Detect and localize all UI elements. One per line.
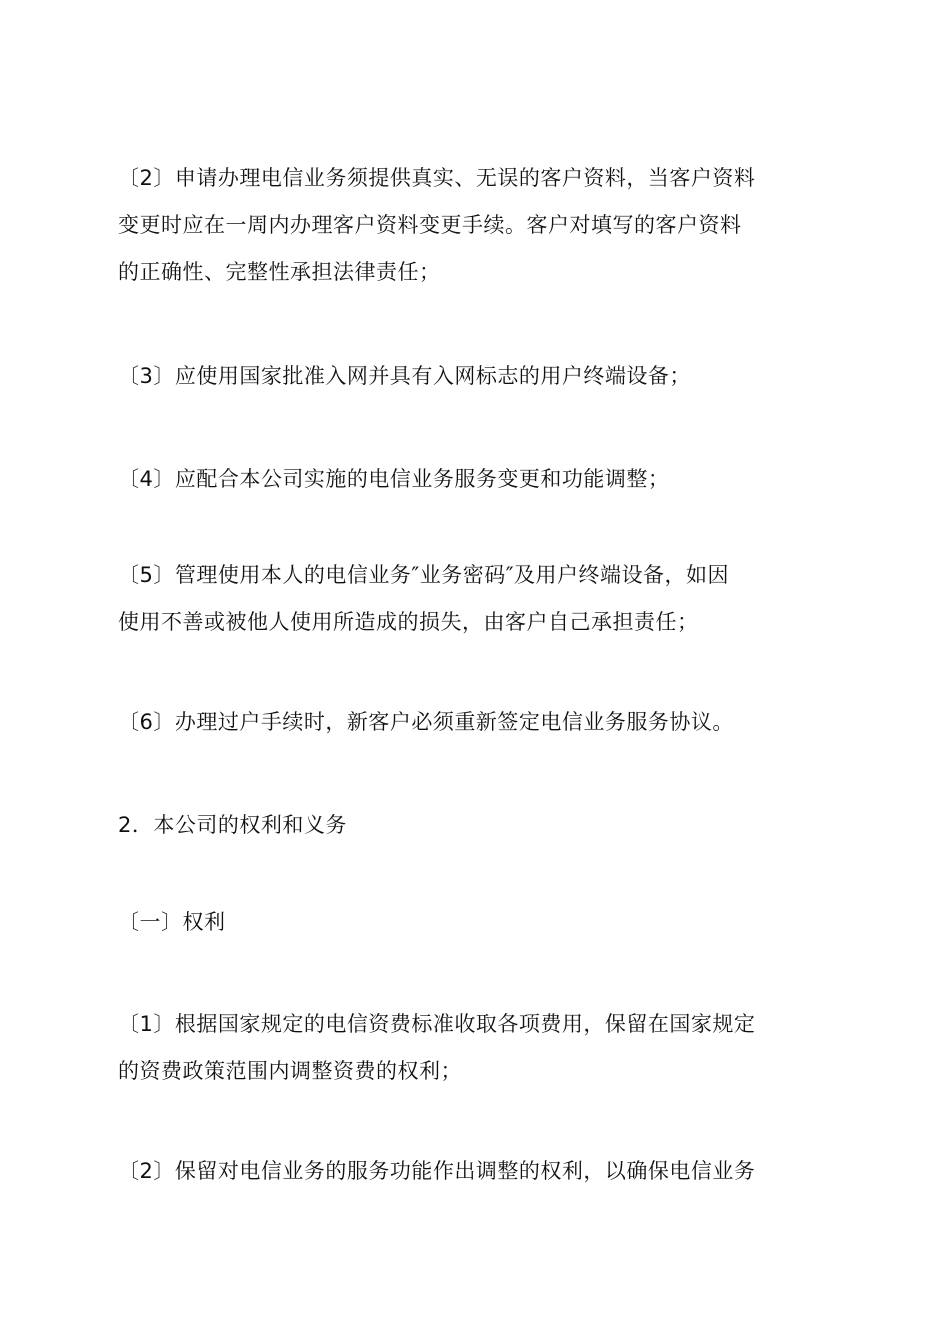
text-line: 的正确性、完整性承担法律责任；	[118, 260, 441, 284]
paragraph-item-5-password-management	[118, 552, 834, 646]
text-line: 〔1〕根据国家规定的电信资费标准收取各项费用，保留在国家规定	[118, 1012, 756, 1036]
text-line: 〔4〕应配合本公司实施的电信业务服务变更和功能调整；	[118, 467, 670, 491]
paragraph-item-4-cooperate-changes	[118, 456, 834, 503]
paragraph-item-6-transfer	[118, 699, 834, 746]
paragraph-item-3-terminal-equipment	[118, 353, 834, 400]
text-line: 2．本公司的权利和义务	[118, 813, 347, 837]
text-line: 〔5〕管理使用本人的电信业务″业务密码″及用户终端设备，如因	[118, 563, 730, 587]
paragraph-rights-item-2-service-adjust	[118, 1148, 834, 1195]
text-line: 〔6〕办理过户手续时，新客户必须重新签定电信业务服务协议。	[118, 710, 734, 734]
text-line: 〔2〕申请办理电信业务须提供真实、无误的客户资料，当客户资料	[118, 166, 756, 190]
paragraph-rights-item-1-fees	[118, 1001, 834, 1095]
text-line: 〔2〕保留对电信业务的服务功能作出调整的权利，以确保电信业务	[118, 1159, 756, 1183]
text-line: 变更时应在一周内办理客户资料变更手续。客户对填写的客户资料	[118, 213, 742, 237]
text-line: 使用不善或被他人使用所造成的损失，由客户自己承担责任；	[118, 610, 699, 634]
subsection-heading-rights	[118, 899, 834, 946]
section-heading-company-rights	[118, 802, 834, 849]
text-line: 〔一〕权利	[118, 910, 226, 934]
text-line: 的资费政策范围内调整资费的权利；	[118, 1059, 462, 1083]
text-line: 〔3〕应使用国家批准入网并具有入网标志的用户终端设备；	[118, 364, 691, 388]
paragraph-item-2-customer-info	[118, 155, 834, 296]
